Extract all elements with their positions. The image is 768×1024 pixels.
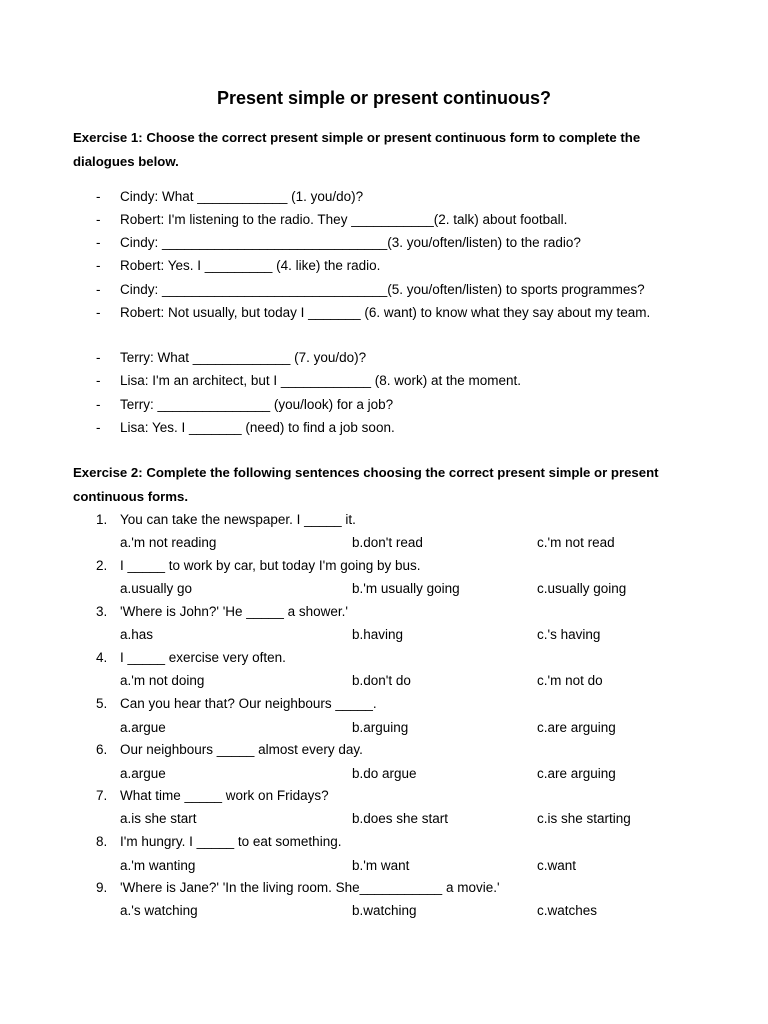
bullet-dash: - bbox=[96, 397, 101, 412]
option-b: b.does she start bbox=[352, 811, 449, 826]
bullet-dash: - bbox=[96, 282, 101, 297]
option-a: a.'m not doing bbox=[120, 673, 205, 688]
question-text: 'Where is Jane?' 'In the living room. She___________ a movie.' bbox=[120, 880, 500, 895]
dialogue-line: Cindy: What ____________ (1. you/do)? bbox=[120, 189, 364, 204]
bullet-dash: - bbox=[96, 305, 101, 320]
dialogue-line: Cindy: ______________________________(5. you/often/listen) to sports programmes? bbox=[120, 282, 645, 297]
question-number: 2. bbox=[96, 558, 108, 573]
option-c: c.watches bbox=[537, 903, 598, 918]
option-c: c.are arguing bbox=[537, 720, 616, 735]
bullet-dash: - bbox=[96, 373, 101, 388]
option-a: a.'s watching bbox=[120, 903, 198, 918]
option-c: c.want bbox=[537, 858, 577, 873]
option-c: c.is she starting bbox=[537, 811, 631, 826]
question-number: 5. bbox=[96, 696, 108, 711]
option-c: c.'s having bbox=[537, 627, 601, 642]
option-a: a.'m not reading bbox=[120, 535, 217, 550]
option-c: c.usually going bbox=[537, 581, 627, 596]
question-text: 'Where is John?' 'He _____ a shower.' bbox=[120, 604, 348, 619]
option-a: a.usually go bbox=[120, 581, 193, 596]
option-a: a.argue bbox=[120, 720, 166, 735]
bullet-dash: - bbox=[96, 235, 101, 250]
option-b: b.'m want bbox=[352, 858, 410, 873]
option-c: c.are arguing bbox=[537, 766, 616, 781]
option-b: b.don't do bbox=[352, 673, 411, 688]
question-text: I _____ exercise very often. bbox=[120, 650, 286, 665]
question-text: Can you hear that? Our neighbours _____. bbox=[120, 696, 377, 711]
option-a: a.has bbox=[120, 627, 154, 642]
bullet-dash: - bbox=[96, 350, 101, 365]
question-number: 7. bbox=[96, 788, 108, 803]
option-a: a.argue bbox=[120, 766, 166, 781]
option-b: b.do argue bbox=[352, 766, 417, 781]
option-b: b.having bbox=[352, 627, 404, 642]
question-number: 3. bbox=[96, 604, 108, 619]
option-b: b.arguing bbox=[352, 720, 409, 735]
option-b: b.watching bbox=[352, 903, 417, 918]
question-text: Our neighbours _____ almost every day. bbox=[120, 742, 363, 757]
question-number: 4. bbox=[96, 650, 108, 665]
option-a: a.'m wanting bbox=[120, 858, 196, 873]
option-c: c.'m not do bbox=[537, 673, 603, 688]
option-b: b.don't read bbox=[352, 535, 423, 550]
question-number: 9. bbox=[96, 880, 108, 895]
question-number: 6. bbox=[96, 742, 108, 757]
option-c: c.'m not read bbox=[537, 535, 615, 550]
exercise-1-heading: Exercise 1: Choose the correct present simple or present continuous form to complete the dialogues below. bbox=[73, 130, 641, 169]
question-number: 1. bbox=[96, 512, 108, 527]
dialogue-line: Robert: Not usually, but today I _______ (6. want) to know what they say about my team. bbox=[120, 305, 651, 320]
question-number: 8. bbox=[96, 834, 108, 849]
bullet-dash: - bbox=[96, 420, 101, 435]
dialogue-line: Lisa: I'm an architect, but I ____________ (8. work) at the moment. bbox=[120, 373, 522, 388]
dialogue-line: Robert: I'm listening to the radio. They ___________(2. talk) about football. bbox=[120, 212, 568, 227]
bullet-dash: - bbox=[96, 189, 101, 204]
question-text: I'm hungry. I _____ to eat something. bbox=[120, 834, 342, 849]
dialogue-line: Terry: What _____________ (7. you/do)? bbox=[120, 350, 367, 365]
question-text: What time _____ work on Fridays? bbox=[120, 788, 329, 803]
bullet-dash: - bbox=[96, 212, 101, 227]
question-text: I _____ to work by car, but today I'm going by bus. bbox=[120, 558, 421, 573]
dialogue-line: Cindy: ______________________________(3. you/often/listen) to the radio? bbox=[120, 235, 581, 250]
dialogue-line: Lisa: Yes. I _______ (need) to find a job soon. bbox=[120, 420, 395, 435]
dialogue-line: Terry: _______________ (you/look) for a job? bbox=[120, 397, 394, 412]
dialogue-line: Robert: Yes. I _________ (4. like) the radio. bbox=[120, 258, 381, 273]
page-title: Present simple or present continuous? bbox=[216, 88, 552, 108]
bullet-dash: - bbox=[96, 258, 101, 273]
question-text: You can take the newspaper. I _____ it. bbox=[120, 512, 356, 527]
exercise-2-heading: Exercise 2: Complete the following sentences choosing the correct present simple or present continuous forms. bbox=[73, 465, 659, 504]
option-a: a.is she start bbox=[120, 811, 197, 826]
option-b: b.'m usually going bbox=[352, 581, 460, 596]
